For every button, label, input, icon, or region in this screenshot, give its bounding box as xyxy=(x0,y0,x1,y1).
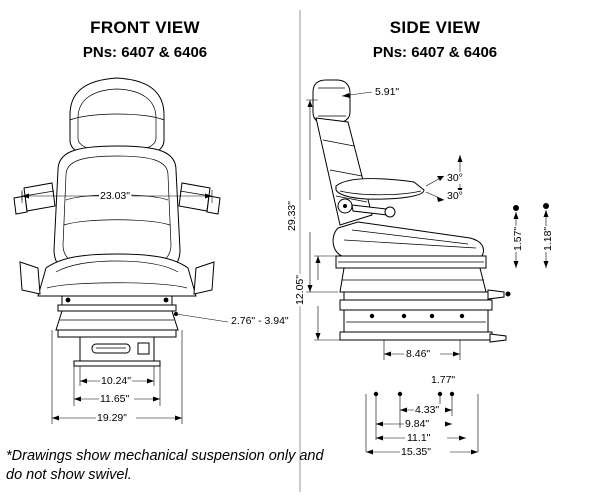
dim-side-overall-height: 29.33" xyxy=(286,200,298,231)
side-view-title: SIDE VIEW xyxy=(389,18,481,37)
dim-side-angle-lower: 30° xyxy=(447,190,463,202)
dim-side-mount-offset: 1.77" xyxy=(431,374,456,386)
front-view-title: FRONT VIEW xyxy=(90,18,200,37)
dim-side-rail-offset-far-right: 1.18" xyxy=(542,226,554,251)
dim-front-width: 23.03" xyxy=(100,190,131,202)
dim-side-mount-width-c: 11.1" xyxy=(407,432,431,444)
dim-side-mount-width-a: 4.33" xyxy=(415,404,440,416)
side-view-seat-drawing xyxy=(306,80,549,455)
dim-side-headrest-depth: 5.91" xyxy=(375,86,400,98)
dim-front-base-inner: 10.24" xyxy=(101,375,132,387)
footnote-text: *Drawings show mechanical suspension only and do not show swivel. xyxy=(6,448,324,483)
dim-side-mount-width-upper: 8.46" xyxy=(406,348,431,360)
dim-front-suspension-travel: 2.76" - 3.94" xyxy=(231,315,289,327)
front-view-seat-drawing xyxy=(14,78,228,424)
dim-side-rail-offset-right: 1.57" xyxy=(512,226,524,251)
dim-side-angle-upper: 30° xyxy=(447,172,463,184)
dim-side-mount-width-d: 15.35" xyxy=(401,446,432,458)
dim-front-base-outer: 19.29" xyxy=(97,412,128,424)
dim-side-seat-height: 12.05" xyxy=(294,274,306,305)
side-view-subtitle: PNs: 6407 & 6406 xyxy=(372,44,498,61)
dim-side-mount-width-b: 9.84" xyxy=(405,418,430,430)
front-view-subtitle: PNs: 6407 & 6406 xyxy=(82,44,208,61)
dim-front-base-mid: 11.65" xyxy=(100,393,130,405)
